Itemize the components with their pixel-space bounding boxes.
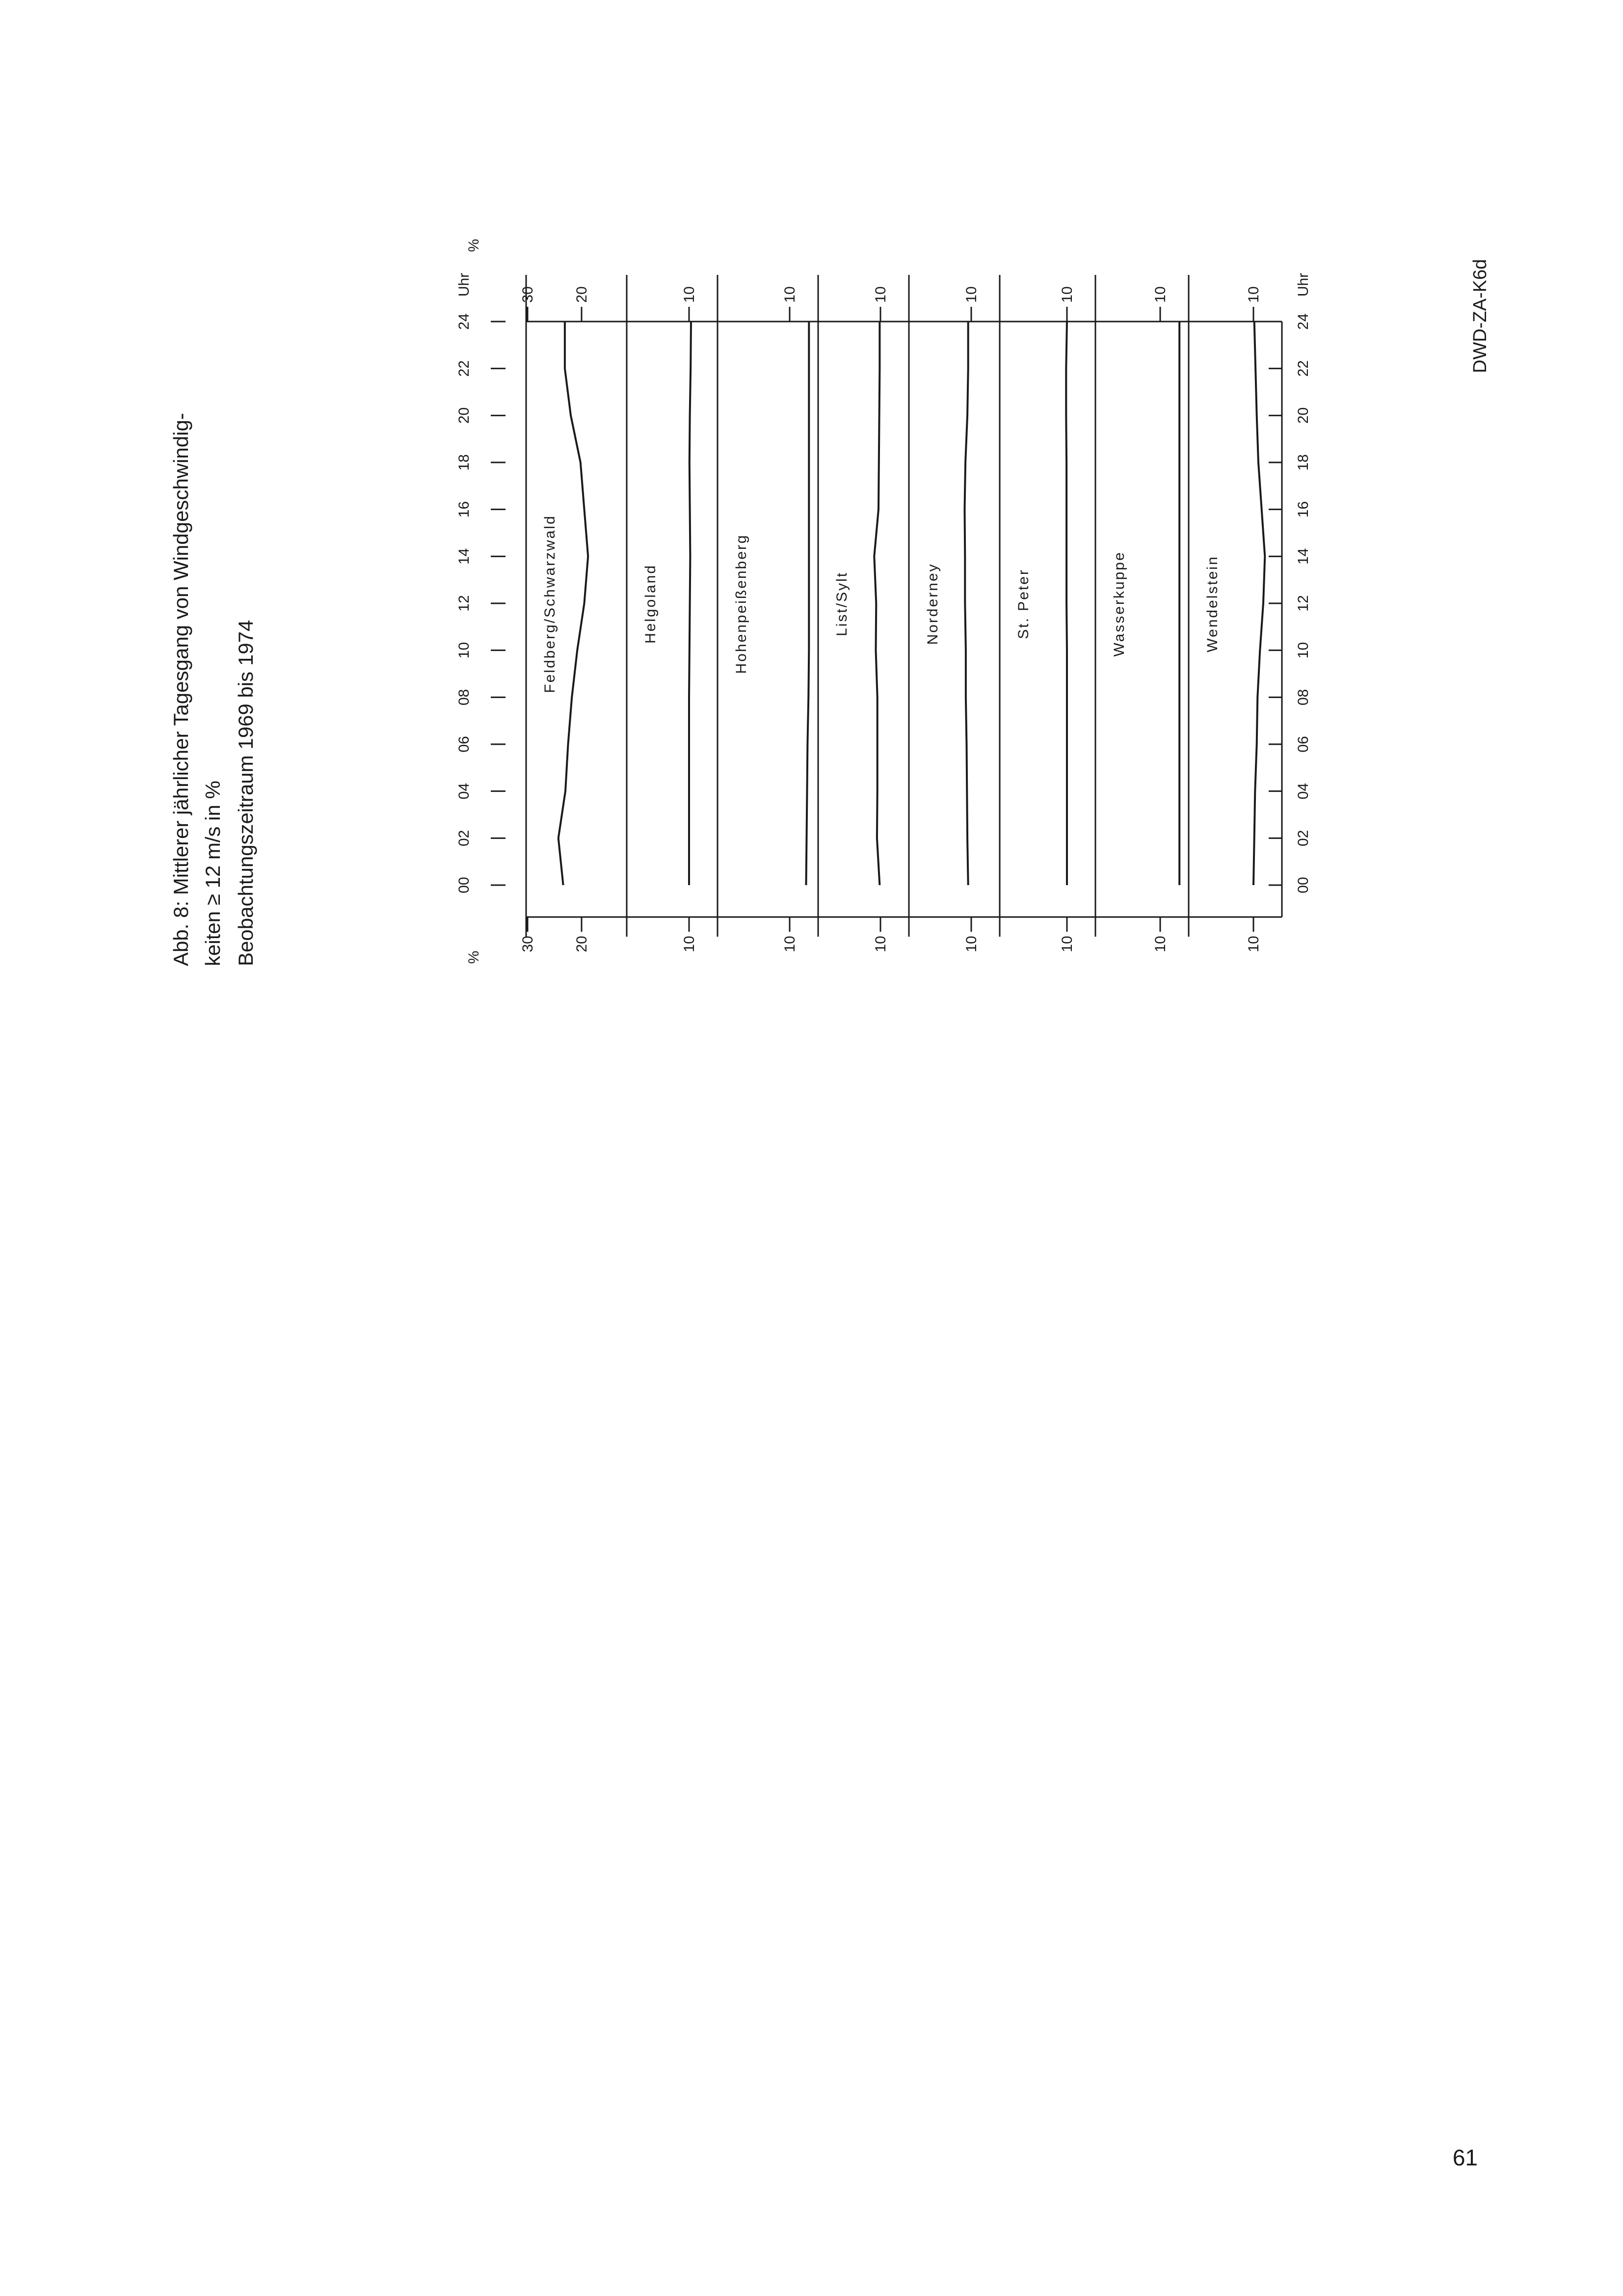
- x-tick-label: 12: [456, 595, 472, 612]
- y-tick-label: 10: [782, 286, 798, 303]
- x-tick-label: 02: [1295, 830, 1311, 847]
- y-tick-label: 10: [963, 286, 980, 303]
- series-label: Wasserkuppe: [1111, 551, 1127, 657]
- series-label: Norderney: [925, 563, 941, 645]
- y-axis-unit: %: [466, 950, 482, 964]
- x-tick-label: 10: [456, 642, 472, 659]
- y-tick-label: 10: [873, 286, 889, 303]
- series-label: Hohenpeißenberg: [733, 534, 749, 674]
- x-tick-label: 20: [1295, 407, 1311, 424]
- x-tick-label: 12: [1295, 595, 1311, 612]
- x-tick-label: 08: [1295, 689, 1311, 706]
- y-tick-label: 10: [1059, 936, 1075, 952]
- y-tick-label: 10: [1059, 286, 1075, 303]
- x-axis-unit: Uhr: [1295, 272, 1311, 297]
- series-label: Helgoland: [642, 564, 659, 644]
- series-label: Feldberg/Schwarzwald: [542, 514, 558, 693]
- y-tick-label: 10: [1246, 286, 1262, 303]
- x-tick-label: 22: [456, 360, 472, 377]
- y-tick-label: 10: [1246, 936, 1262, 952]
- x-tick-label: 18: [456, 454, 472, 471]
- x-tick-label: 20: [456, 407, 472, 424]
- series-label: St. Peter: [1015, 568, 1032, 639]
- series-line: [806, 322, 809, 885]
- y-tick-label: 10: [1152, 936, 1169, 952]
- x-tick-label: 24: [1295, 313, 1311, 330]
- y-tick-label: 30: [520, 936, 536, 952]
- x-tick-label: 14: [1295, 548, 1311, 565]
- x-tick-label: 16: [1295, 501, 1311, 518]
- series-line: [874, 322, 879, 885]
- y-tick-label: 20: [574, 936, 590, 952]
- series-line: [559, 322, 588, 885]
- chart: [456, 239, 1311, 964]
- x-tick-label: 16: [456, 501, 472, 518]
- side-code: DWD-ZA-K6d: [1470, 259, 1490, 373]
- series-line: [1066, 322, 1067, 885]
- x-tick-label: 24: [456, 313, 472, 330]
- caption-line-3: Beobachtungszeitraum 1969 bis 1974: [234, 620, 257, 966]
- x-tick-label: 04: [456, 783, 472, 800]
- x-tick-label: 00: [1295, 877, 1311, 893]
- y-tick-label: 10: [1152, 286, 1169, 303]
- series-label: List/Sylt: [834, 571, 850, 637]
- caption: [169, 413, 257, 966]
- x-tick-label: 22: [1295, 360, 1311, 377]
- series-label: Wendelstein: [1204, 555, 1221, 652]
- x-tick-label: 06: [1295, 736, 1311, 753]
- y-tick-label: 10: [782, 936, 798, 952]
- y-tick-label: 30: [520, 286, 536, 303]
- y-tick-label: 10: [681, 936, 697, 952]
- x-tick-label: 18: [1295, 454, 1311, 471]
- x-tick-label: 06: [456, 736, 472, 753]
- x-tick-label: 14: [456, 548, 472, 565]
- series-line: [689, 322, 691, 885]
- caption-line-1: Abb. 8: Mittlerer jährlicher Tagesgang von Windgeschwindig-: [169, 413, 192, 966]
- x-tick-label: 10: [1295, 642, 1311, 659]
- y-tick-label: 10: [873, 936, 889, 952]
- y-axis-unit: %: [466, 239, 482, 252]
- y-tick-label: 10: [681, 286, 697, 303]
- x-tick-label: 04: [1295, 783, 1311, 800]
- series-line: [1253, 322, 1265, 885]
- x-tick-label: 00: [456, 877, 472, 893]
- x-tick-label: 08: [456, 689, 472, 706]
- page-number: 61: [1452, 2145, 1478, 2170]
- x-tick-label: 02: [456, 830, 472, 847]
- y-tick-label: 20: [574, 286, 590, 303]
- y-tick-label: 10: [963, 936, 980, 952]
- caption-line-2: keiten ≥ 12 m/s in %: [201, 781, 224, 966]
- x-axis-unit: Uhr: [456, 272, 472, 297]
- series-line: [965, 322, 968, 885]
